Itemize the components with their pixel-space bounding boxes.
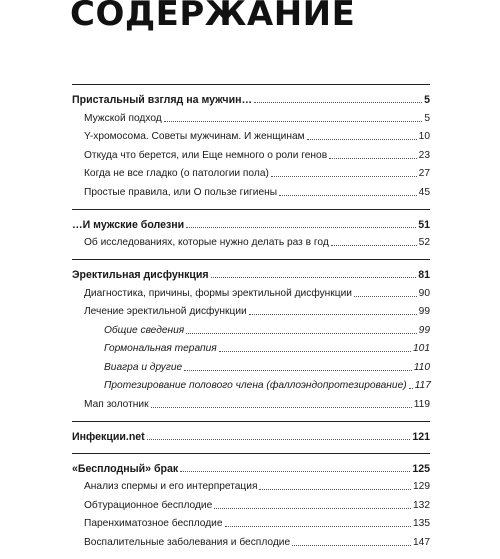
toc-section — [72, 209, 430, 250]
toc-page-number: 52 — [418, 237, 430, 248]
dot-leader — [409, 388, 413, 389]
toc-section-heading[interactable] — [72, 453, 430, 475]
toc-section — [72, 453, 430, 549]
toc-page-number: 121 — [412, 430, 430, 443]
toc-entry[interactable] — [72, 355, 430, 374]
toc-section — [72, 84, 430, 199]
toc-section — [72, 421, 430, 443]
toc-section-heading[interactable] — [72, 259, 430, 281]
toc-page-number: 23 — [418, 149, 430, 161]
toc-page-number: 5 — [424, 94, 430, 106]
toc-entry[interactable] — [72, 143, 430, 162]
toc-page-number: 110 — [413, 361, 430, 373]
toc-page-number: 119 — [413, 398, 430, 410]
toc-entry-title: Общие сведения — [104, 324, 185, 336]
toc-entry[interactable] — [72, 231, 430, 250]
toc-entry[interactable] — [72, 281, 430, 300]
toc-section-title: Инфекции.net — [72, 430, 145, 443]
toc-entry[interactable] — [72, 512, 430, 531]
dot-leader — [219, 351, 411, 352]
toc-entry[interactable] — [72, 180, 430, 199]
dot-leader — [249, 314, 417, 315]
toc-page-number: 99 — [418, 306, 430, 317]
toc-entry-title: Лечение эректильной дисфункции — [84, 306, 247, 317]
dot-leader — [211, 277, 417, 278]
toc-entry-title: Мап золотник — [84, 398, 149, 410]
toc-page-number: 129 — [413, 481, 430, 492]
toc-section-heading[interactable] — [72, 421, 430, 443]
toc-page-number: 135 — [413, 518, 430, 529]
dot-leader — [259, 489, 411, 490]
toc-entry[interactable] — [72, 475, 430, 494]
dot-leader — [331, 245, 417, 246]
toc-entry-title: Когда не все гладко (о патологии пола) — [84, 168, 269, 179]
toc-entry[interactable] — [72, 374, 430, 393]
toc-entry-title: Y-хромосома. Советы мужчинам. И женщинам — [84, 131, 305, 142]
toc-page-number: 5 — [424, 112, 430, 124]
dot-leader — [279, 195, 417, 196]
toc-section-title: «Бесплодный» брак — [72, 462, 179, 475]
dot-leader — [184, 370, 412, 371]
dot-leader — [186, 227, 416, 228]
toc-section-heading[interactable] — [72, 209, 430, 231]
toc-entry[interactable] — [72, 162, 430, 181]
toc-page-number: 99 — [418, 324, 430, 336]
toc-entry-title: Мужской подход — [84, 112, 162, 124]
dot-leader — [307, 139, 417, 140]
toc-page-number: 10 — [418, 131, 430, 142]
toc-page-number: 132 — [413, 499, 430, 511]
toc-page-number: 81 — [418, 269, 430, 281]
toc-section-title: Пристальный взгляд на мужчин… — [72, 94, 253, 106]
toc-section-heading[interactable] — [72, 84, 430, 106]
toc-entry-title: Воспалительные заболевания и бесплодие — [84, 536, 291, 548]
dot-leader — [354, 296, 417, 297]
toc-entry-title: Простые правила, или О пользе гигиены — [84, 186, 278, 198]
toc-entry[interactable] — [72, 530, 430, 549]
toc-entry-title: Диагностика, причины, формы эректильной дисфункции — [84, 287, 352, 299]
toc-entry-title: Гормональная терапия — [104, 343, 217, 354]
toc-page-number: 51 — [418, 218, 430, 231]
dot-leader — [186, 333, 416, 334]
toc-page-number: 45 — [418, 186, 430, 198]
toc-section — [72, 259, 430, 411]
toc-entry[interactable] — [72, 318, 430, 337]
toc-page-number: 90 — [418, 287, 430, 299]
dot-leader — [254, 102, 422, 103]
toc-page-number: 27 — [418, 168, 430, 179]
dot-leader — [329, 158, 417, 159]
table-of-contents — [72, 84, 430, 559]
dot-leader — [147, 439, 411, 440]
toc-entry-title: Откуда что берется, или Еще немного о роли генов — [84, 149, 328, 161]
toc-entry[interactable] — [72, 125, 430, 144]
toc-entry[interactable] — [72, 337, 430, 356]
toc-entry-title: Анализ спермы и его интерпретация — [84, 481, 258, 492]
dot-leader — [292, 545, 411, 546]
dot-leader — [151, 407, 412, 408]
toc-section-title: …И мужские болезни — [72, 218, 185, 231]
toc-entry-title: Обтурационное бесплодие — [84, 499, 213, 511]
toc-entry-title: Паренхиматозное бесплодие — [84, 518, 223, 529]
dot-leader — [271, 176, 417, 177]
toc-entry-title: Об исследованиях, которые нужно делать раз в год — [84, 237, 329, 248]
toc-section-title: Эректильная дисфункция — [72, 269, 209, 281]
toc-page-number: 147 — [413, 536, 430, 548]
dot-leader — [164, 121, 423, 122]
toc-page-number: 125 — [412, 462, 430, 475]
toc-page-number: 117 — [414, 380, 431, 391]
toc-entry[interactable] — [72, 493, 430, 512]
toc-entry[interactable] — [72, 106, 430, 125]
toc-entry[interactable] — [72, 300, 430, 319]
toc-page-number: 101 — [413, 343, 430, 354]
dot-leader — [180, 471, 410, 472]
toc-entry-title: Протезирование полового члена (фаллоэндопротезирование) — [104, 380, 407, 391]
dot-leader — [225, 526, 411, 527]
toc-entry[interactable] — [72, 392, 430, 411]
dot-leader — [214, 508, 411, 509]
toc-entry-title: Виагра и другие — [104, 361, 183, 373]
page-title: СОДЕРЖАНИЕ — [70, 0, 356, 34]
